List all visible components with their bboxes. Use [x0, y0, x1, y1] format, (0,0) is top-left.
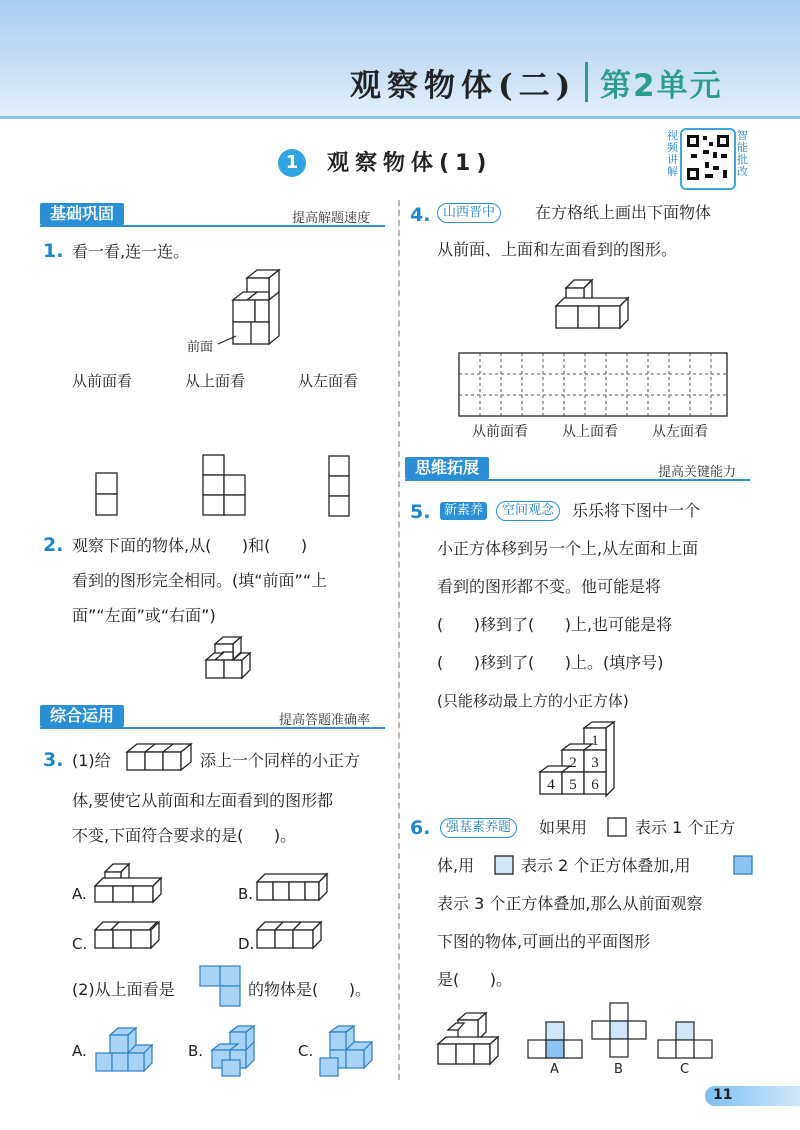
q6-option-b-label: B: [614, 1062, 623, 1077]
q1-front-pointer: [218, 334, 240, 348]
section-extend-label: 思维拓展: [405, 457, 489, 479]
section-extend-note: 提高关键能力: [658, 465, 737, 480]
q3-option-b-figure[interactable]: [257, 872, 329, 906]
q2-line3: 面”“左面”或“右面”): [72, 606, 216, 625]
q3-part2-prefix: (2)从上面看是: [72, 980, 175, 999]
q5-cube-1: 1: [591, 733, 599, 749]
q3-option2-a-label: A.: [72, 1042, 87, 1060]
q6-line5: 是( )。: [437, 970, 513, 989]
q3-option-a-figure[interactable]: [95, 860, 165, 906]
q3-option-c-figure[interactable]: [95, 918, 163, 952]
q5-line1: 乐乐将下图中一个: [572, 501, 701, 520]
q1-view-option-3[interactable]: [329, 456, 351, 518]
q3-part2-suffix: 的物体是( )。: [248, 980, 372, 999]
q3-top-view-figure: [200, 966, 244, 1010]
lesson-title: 观察物体(1): [327, 151, 493, 176]
q1-view-option-2[interactable]: [203, 455, 247, 517]
q4-object-figure: [556, 278, 632, 334]
q5-tag-space: 空间观念: [496, 501, 560, 521]
header-divider: [0, 116, 800, 119]
q2-line2: 看到的图形完全相同。(填“前面”“上: [72, 571, 328, 590]
q3-option-c-label: C.: [72, 935, 88, 953]
page-number: 11: [713, 1087, 733, 1103]
q6-number: 6.: [410, 817, 431, 839]
lesson-number-badge: 1: [278, 149, 306, 177]
q4-number: 4.: [410, 204, 431, 226]
q5-cube-2: 2: [569, 755, 577, 771]
q6-line3: 表示 3 个正方体叠加,那么从前面观察: [437, 894, 703, 913]
q5-cube-6: 6: [591, 777, 599, 793]
q6-object-figure: [438, 1010, 504, 1068]
q3-part1-prefix: (1)给: [72, 751, 111, 770]
q5-cube-5: 5: [569, 777, 577, 793]
q3-part1-suffix: 添上一个同样的小正方: [200, 751, 361, 770]
q5-line3: 看到的图形都不变。他可能是将: [437, 577, 662, 596]
q3-option2-c-label: C.: [298, 1042, 314, 1060]
q1-front-label: 前面: [187, 340, 214, 355]
q3-base-figure: [127, 742, 193, 774]
q6-line2-prefix: 体,用: [437, 856, 475, 875]
q1-text: 看一看,连一连。: [72, 242, 190, 261]
section-apply-label: 综合运用: [40, 705, 124, 727]
q2-object-figure: [203, 634, 259, 686]
q4-view-front: 从前面看: [472, 424, 528, 440]
q6-tag: 强基素养题: [440, 818, 517, 838]
q5-number: 5.: [410, 501, 431, 523]
q3-option-d-figure[interactable]: [257, 918, 327, 952]
q1-number: 1.: [43, 240, 64, 262]
unit-separator: [585, 62, 588, 102]
q4-region-tag: 山西晋中: [437, 203, 501, 223]
q3-option2-b-label: B.: [188, 1042, 204, 1060]
q2-number: 2.: [43, 534, 64, 556]
q5-cube-staircase: [540, 720, 626, 802]
q3-option-a-label: A.: [72, 885, 87, 903]
qr-left-label: 视频讲解: [667, 129, 678, 178]
q6-legend-white-square: [607, 817, 627, 837]
q1-view-front: 从前面看: [72, 372, 133, 390]
q1-view-left: 从左面看: [298, 372, 359, 390]
q6-option-a-label: A: [550, 1062, 559, 1077]
q3-option2-b-figure[interactable]: [208, 1024, 264, 1078]
q3-option2-c-figure[interactable]: [320, 1024, 378, 1078]
section-basic-note: 提高解题速度: [292, 211, 371, 226]
q5-cube-4: 4: [547, 777, 555, 793]
q3-number: 3.: [43, 749, 64, 771]
section-apply-note: 提高答题准确率: [279, 713, 371, 728]
qr-code-icon[interactable]: [680, 128, 736, 190]
q1-view-option-1[interactable]: [96, 473, 118, 517]
q6-legend-light-square: [494, 855, 514, 875]
q3-option-b-label: B.: [238, 885, 254, 903]
q3-option2-a-figure[interactable]: [96, 1025, 154, 1077]
q5-tag-new: 新素养: [440, 502, 487, 520]
q1-view-top: 从上面看: [185, 372, 246, 390]
q6-option-c-figure[interactable]: [656, 1022, 716, 1062]
q4-line1: 在方格纸上画出下面物体: [535, 203, 712, 222]
column-divider: [398, 200, 400, 1080]
q4-grid-paper[interactable]: [458, 352, 728, 418]
q4-line2: 从前面、上面和左面看到的图形。: [437, 240, 678, 259]
q6-option-c-label: C: [680, 1062, 690, 1077]
section-basic-label: 基础巩固: [40, 203, 124, 225]
unit-label: 第2单元: [600, 68, 723, 104]
q5-line4: ( )移到了( )上,也可能是将: [437, 615, 673, 634]
q5-line2: 小正方体移到另一个上,从左面和上面: [437, 539, 699, 558]
qr-right-label: 智能批改: [737, 129, 748, 178]
q6-option-a-figure[interactable]: [526, 1022, 586, 1062]
q5-cube-3: 3: [591, 755, 599, 771]
q6-line1-suffix: 表示 1 个正方: [635, 818, 736, 837]
q5-line6: (只能移动最上方的小正方体): [437, 692, 629, 710]
q3-line2: 体,要使它从前面和左面看到的图形都: [72, 791, 334, 810]
q6-legend-dark-square: [733, 855, 753, 875]
q5-line5: ( )移到了( )上。(填序号): [437, 653, 664, 672]
q3-line3: 不变,下面符合要求的是( )。: [72, 826, 297, 845]
q2-line1: 观察下面的物体,从( )和( ): [72, 536, 308, 555]
q4-view-top: 从上面看: [562, 424, 618, 440]
q4-view-left: 从左面看: [652, 424, 708, 440]
q6-option-b-figure[interactable]: [590, 1003, 650, 1063]
q6-line2-suffix: 表示 2 个正方体叠加,用: [521, 856, 691, 875]
q6-line1-prefix: 如果用: [539, 818, 588, 837]
q3-option-d-label: D.: [238, 935, 255, 953]
unit-title: 观察物体(二): [350, 68, 577, 104]
q6-line4: 下图的物体,可画出的平面图形: [437, 932, 651, 951]
